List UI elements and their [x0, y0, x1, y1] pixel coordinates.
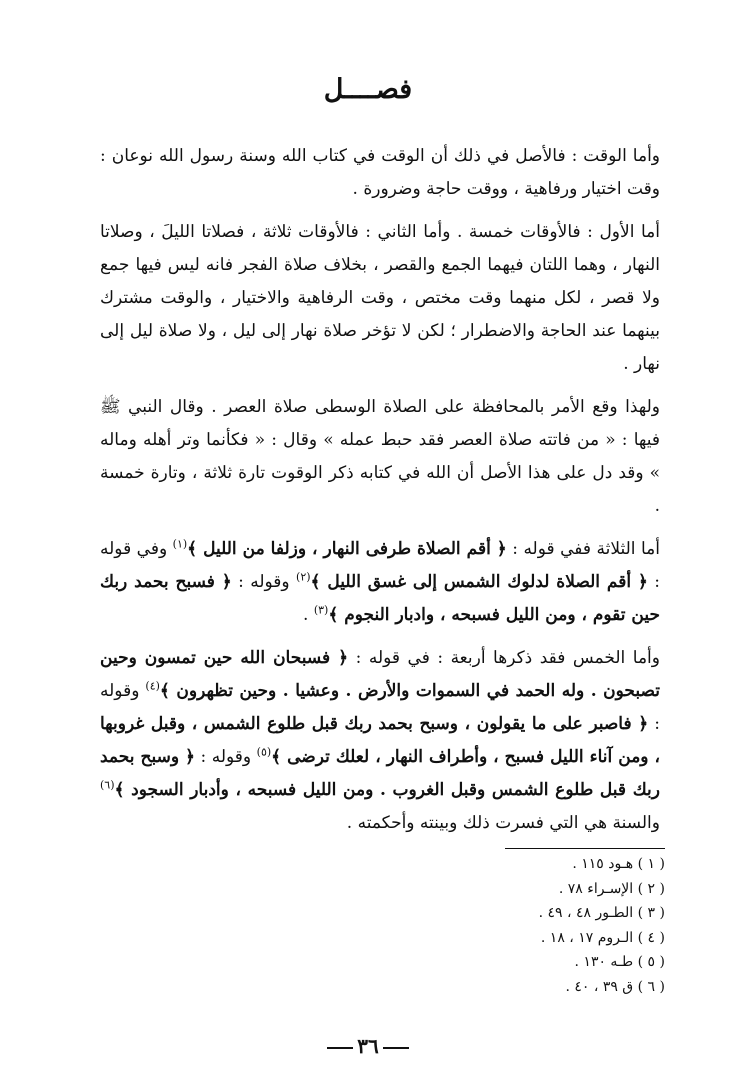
- text-segment: أما الثلاثة ففي قوله :: [506, 539, 660, 559]
- paragraph-1: وأما الوقت : فالأصل في ذلك أن الوقت في كتاب الله وسنة رسول الله نوعان : وقت اختيار ورفاهية ، ووقت حاجة وضرورة .: [100, 146, 660, 199]
- text-segment: .: [303, 605, 314, 625]
- footnote: ( ٦ ) ق ٣٩ ، ٤٠ .: [565, 978, 665, 995]
- text-segment: وقوله :: [231, 572, 297, 592]
- body-text: [100, 140, 660, 840]
- text-segment: وفي قوله :: [100, 539, 660, 592]
- quran-quote: ﴿ وسبح بحمد ربك قبل طلوع الشمس وقبل الغروب . ومن الليل فسبحه ، وأدبار السجود ﴾: [100, 747, 660, 800]
- section-title-text: فصــــل: [323, 74, 413, 105]
- page-number: [0, 1034, 736, 1058]
- footnote-ref: (٦): [100, 778, 115, 792]
- footnote: ( ١ ) هـود ١١٥ .: [572, 856, 665, 872]
- footnote-divider: [505, 848, 665, 849]
- section-title: [0, 68, 736, 112]
- quran-quote: ﴿ فسبح بحمد ربك حين تقوم ، ومن الليل فسبحه ، وادبار النجوم ﴾: [100, 572, 660, 625]
- quran-quote: ﴿ أقم الصلاة لدلوك الشمس إلى غسق الليل ﴾: [310, 572, 648, 592]
- page-number-text: ٣٦: [357, 1034, 379, 1058]
- footnote: ( ٥ ) طـه ١٣٠ .: [574, 954, 665, 970]
- text-segment: وقوله :: [100, 681, 660, 734]
- footnote: ( ٤ ) الـروم ١٧ ، ١٨ .: [540, 929, 665, 946]
- text-segment: وأما الخمس فقد ذكرها أربعة : في قوله :: [348, 648, 660, 668]
- text-segment: والسنة هي التي فسرت ذلك وبينته وأحكمته .: [346, 813, 660, 833]
- quran-quote: ﴿ أقم الصلاة طرفى النهار ، وزلفا من الليل ﴾: [187, 539, 507, 559]
- footnote-ref: (١): [172, 537, 188, 551]
- paragraph-4: [100, 533, 660, 632]
- quran-quote: ﴿ فاصبر على ما يقولون ، وسبح بحمد ربك قبل طلوع الشمس ، وقبل غروبها ، ومن آناء الليل فسبح ، وأطراف النهار ، لعلك ترضى ﴾: [100, 714, 661, 767]
- footnote-ref: (٥): [256, 745, 272, 759]
- footnote-ref: (٢): [296, 570, 311, 584]
- footnote: ( ٣ ) الطـور ٤٨ ، ٤٩ .: [538, 905, 665, 921]
- paragraph-3: ولهذا وقع الأمر بالمحافظة على الصلاة الوسطى صلاة العصر . وقال النبي ﷺ فيها : « من فاتته صلاة العصر فقد حبط عمله » وقال : « فكأنما وتر أهله وماله » وقد دل على هذا الأصل أن الله في كتابه ذكر الوقوت تارة ثلاثة ، وتارة خمسة .: [100, 397, 660, 516]
- paragraph-5: [100, 642, 660, 840]
- text-segment: وقوله :: [195, 747, 257, 767]
- footnote-ref: (٣): [313, 603, 329, 617]
- paragraph-2: أما الأول : فالأوقات خمسة . وأما الثاني : فالأوقات ثلاثة ، فصلاتا الليلَ ، وصلاتا النهار ، وهما اللتان فيهما الجمع والقصر ، بخلاف صلاة الفجر فانه ليس فيها جمع ولا قصر ، لكل منهما وقت مختص ، وقت الرفاهية والاختيار ، والوقت مشترك بينهما عند الحاجة والاضطرار ؛ لكن لا تؤخر صلاة نهار إلى ليل ، ولا صلاة ليل إلى نهار .: [100, 222, 660, 374]
- footnote: ( ٢ ) الإسـراء ٧٨ .: [558, 880, 665, 897]
- footnote-ref: (٤): [145, 679, 160, 693]
- quran-quote: ﴿ فسبحان الله حين تمسون وحين تصبحون . وله الحمد في السموات والأرض . وعشيا . وحين تظهرون ﴾: [100, 648, 660, 701]
- footnotes: [360, 852, 665, 999]
